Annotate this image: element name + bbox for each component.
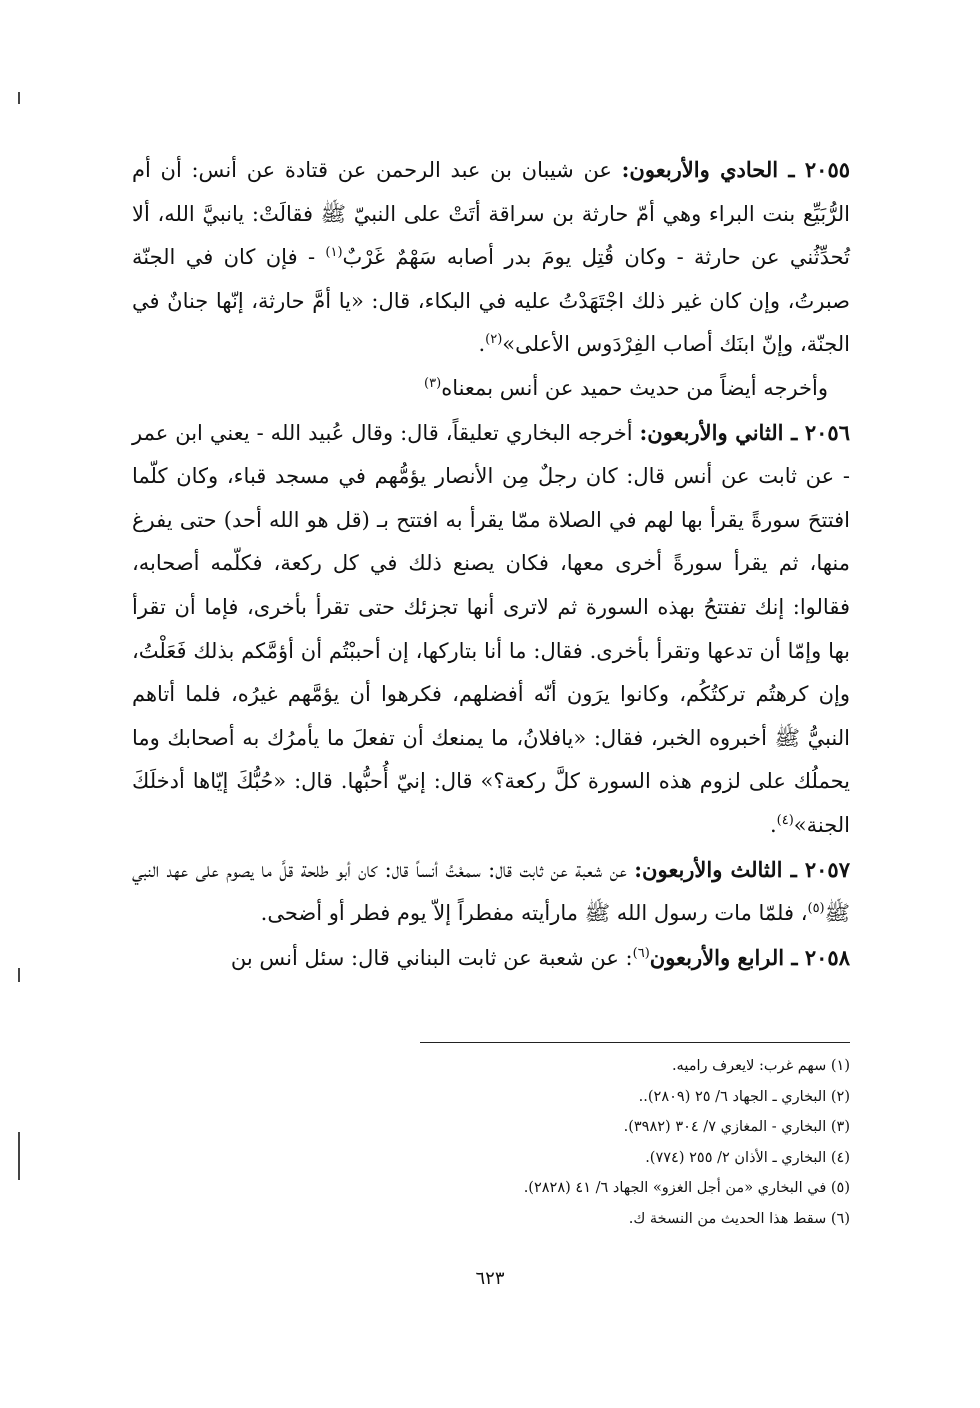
hadith-2056 xyxy=(132,411,850,848)
scan-margin-mark-middle xyxy=(18,968,20,982)
scan-margin-mark-top xyxy=(18,92,20,104)
hadith-text: : عن شعبة عن ثابت البناني قال: سئل أنس بن xyxy=(230,945,633,970)
footnote-ref[interactable]: (٤) xyxy=(776,812,794,828)
hadith-2055-also xyxy=(132,367,850,411)
main-text xyxy=(132,148,850,980)
footnote-3: (٣) البخاري - المغازي ٧/ ٣٠٤ (٣٩٨٢). xyxy=(623,1119,850,1136)
hadith-2058 xyxy=(132,936,850,981)
hadith-text-continued: - فإن كان في الجنّة صبرتُ، وإن كان غير ذلك اجْتَهَدْتُ عليه في البكاء، قال: «يا أمَّ حارثة، إنّها جنانٌ في الجنّة، وإنّ ابنَك أصاب الفِرْدَوس الأعلى» xyxy=(132,245,850,357)
hadith-text-end: . xyxy=(769,812,777,837)
also-narrated-text: وأخرجه أيضاً من حديث حميد عن أنس بمعناه xyxy=(441,375,828,400)
footnote-ref[interactable]: (٦) xyxy=(632,945,650,961)
hadith-text: عن شيبان بن عبد الرحمن عن قتادة عن أنس: أن أم الرُّبَيِّع بنت البراء وهي أمّ حارثة بن سراقة أتَتْ على النبيّ ﷺ فقالَتْ: يانبيَّ الله، ألا تُحدِّثُني عن حارثة - وكان قُتِل يومَ بدر أصابه سَهْمٌ غَرْبٌ xyxy=(132,158,850,270)
hadith-number: ٢٠٥٦ ـ الثاني والأربعون: xyxy=(639,419,850,445)
scan-margin-mark-bottom xyxy=(18,1132,20,1180)
footnote-6: (٦) سقط هذا الحديث من النسخة ك. xyxy=(628,1210,850,1227)
hadith-number: ٢٠٥٨ ـ الرابع والأربعون xyxy=(649,944,850,970)
footnote-separator xyxy=(420,1042,850,1043)
hadith-2057 xyxy=(132,848,850,936)
hadith-number: ٢٠٥٧ ـ الثالث والأربعون: xyxy=(634,856,850,882)
page-number: ٦٢٣ xyxy=(475,1268,505,1289)
footnote-5: (٥) في البخاري «من أجل الغزو» الجهاد ٦/ ٤١ (٢٨٢٨). xyxy=(523,1180,850,1197)
hadith-number: ٢٠٥٥ ـ الحادي والأربعون: xyxy=(621,157,851,182)
hadith-text-end: . xyxy=(478,332,486,357)
hadith-text: أخرجه البخاري تعليقاً، قال: وقال عُبيد الله - يعني ابن عمر - عن ثابت عن أنس قال: كان رجلٌ مِن الأنصار يؤمُّهم في مسجد قباء، وكان كلّما افتتحَ سورةً يقرأ بها لهم في الصلاة ممّا يقرأ به افتتح بـ (قل هو الله أحد) حتى يفرغ منها، ثم يقرأ سورةً أخرى معها، فكان يصنع ذلك في كل ركعة، فكلّمه أصحابه، فقالوا: إنك تفتتحُ بهذه السورة ثم لاترى أنها تجزئك حتى تقرأ بأخرى، فإما أن تقرأ بها وإمّا أن تدعها وتقرأ بأخرى. فقال: ما أنا بتاركها، إن أحببْتُم أن أؤمَّكم بذلك فَعَلْتُ، وإن كرهتُم تركتُكُم، وكانوا يرَون أنّه أفضلهم، فكرهوا أن يؤمَّهم غيرُه، فلما أتاهم النبيُّ ﷺ أخبروه الخبر، فقال: «يافلانُ، ما يمنعك أن تفعلَ ما يأمرُك به أصحابك وما يحملُك على لزوم هذه السورة كلَّ ركعة؟» قال: إنيّ أُحبُّها. قال: «حُبُّكَ إيّاها أدخلَكَ الجنة» xyxy=(132,420,850,837)
footnotes xyxy=(420,1042,850,1235)
footnote-1: (١) سهم غرب: لايعرف راميه. xyxy=(671,1058,850,1074)
footnote-ref[interactable]: (١) xyxy=(325,245,343,261)
hadith-text: عن شعبة عن ثابت قال: سمعْتُ أنساً قال: كان أبو طلحة قلَّ ما يصوم على عهد النبي ﷺ xyxy=(132,857,850,926)
footnote-4: (٤) البخاري ـ الأذان ٢/ ٢٥٥ (٧٧٤). xyxy=(645,1149,850,1166)
hadith-2055 xyxy=(132,148,850,367)
footnote-ref[interactable]: (٥) xyxy=(807,901,825,917)
footnote-ref[interactable]: (٢) xyxy=(485,332,503,348)
footnote-ref[interactable]: (٣) xyxy=(424,375,442,391)
hadith-text-continued: ، فلمّا مات رسول الله ﷺ مارأيته مفطراً إلاّ يوم فطر أو أضحى. xyxy=(260,901,808,926)
footnote-2: (٢) البخاري ـ الجهاد ٦/ ٢٥ (٢٨٠٩).. xyxy=(638,1088,850,1105)
